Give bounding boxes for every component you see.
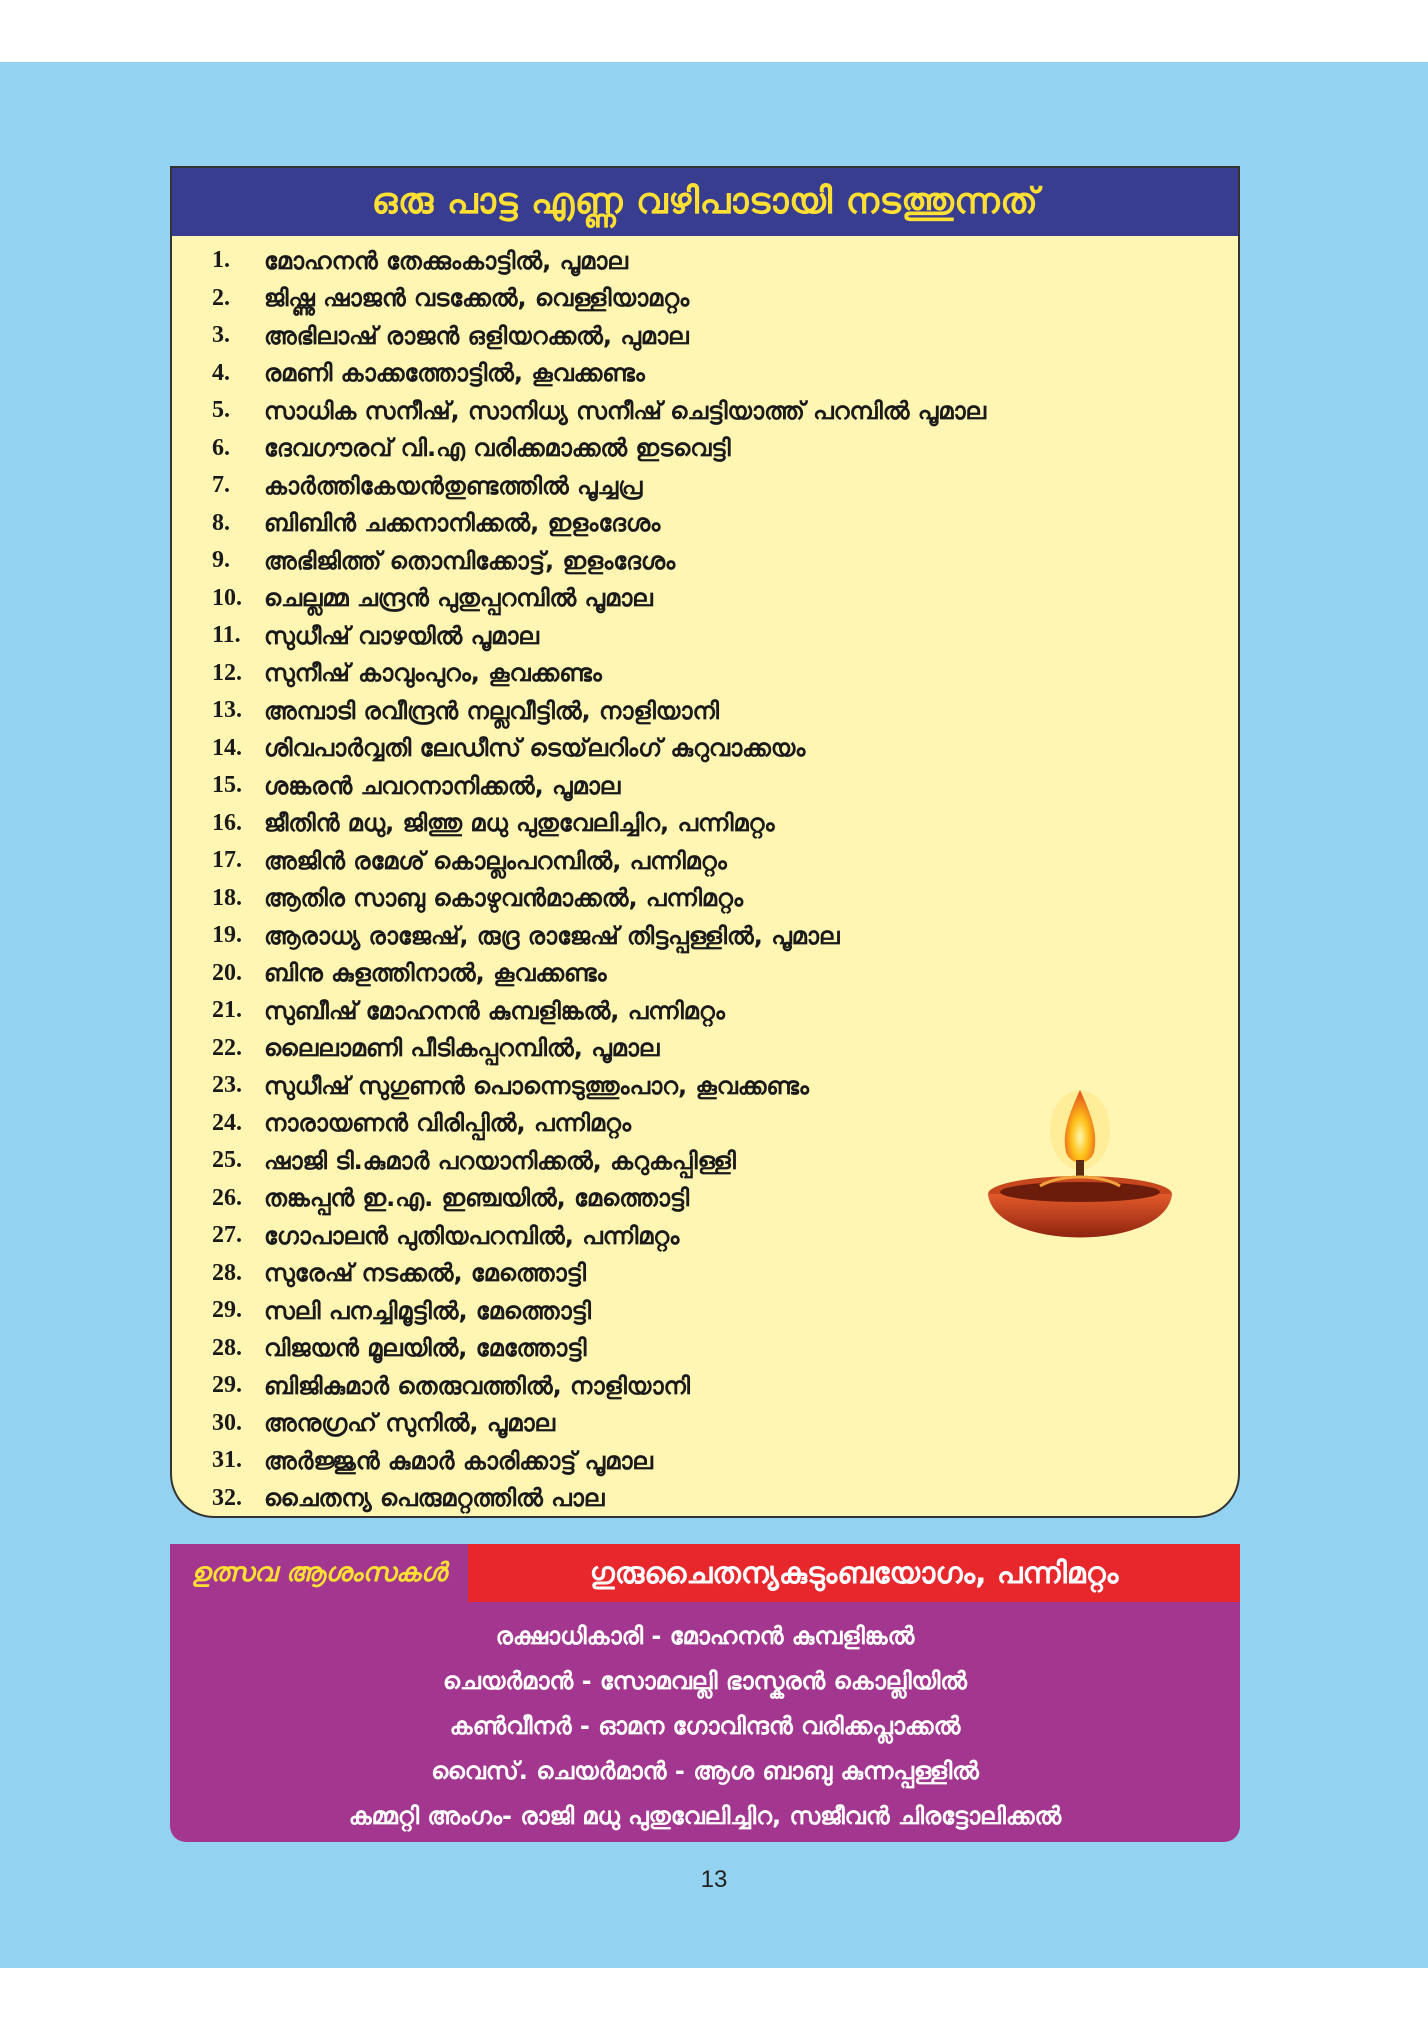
list-item-number: 28. bbox=[212, 1259, 242, 1286]
list-item-text: ബിബിൻ ചക്കനാനിക്കൽ, ഇളംദേശം bbox=[264, 509, 661, 538]
list-item bbox=[212, 617, 1238, 655]
list-item-text: കാർത്തികേയൻതുണ്ടത്തിൽ പൂച്ചപ്ര bbox=[264, 471, 643, 500]
list-item-text: ആരാധ്യ രാജേഷ്, രുദ്ര രാജേഷ് തിട്ടപ്പള്ളിൽ, പൂമാല bbox=[264, 921, 840, 950]
list-item-text: അഭിജിത്ത് തൊമ്പിക്കോട്ട്, ഇളംദേശം bbox=[264, 546, 676, 575]
list-item-text: അഭിലാഷ് രാജൻ ഒളിയറക്കൽ, പുമാല bbox=[264, 321, 689, 350]
list-item-text: സുധീഷ് സുഗുണൻ പൊന്നെടുത്തുംപാറ, കൂവക്കണ്ടം bbox=[264, 1071, 809, 1100]
list-item-text: തങ്കപ്പൻ ഇ.എ. ഇഞ്ചയിൽ, മേത്തൊട്ടി bbox=[264, 1184, 690, 1213]
list-item bbox=[212, 1030, 1238, 1068]
committee-member-row: രക്ഷാധികാരി - മോഹനൻ കുമ്പളിങ്കൽ bbox=[495, 1622, 915, 1650]
list-item-number: 18. bbox=[212, 884, 242, 911]
list-item bbox=[212, 542, 1238, 580]
list-item-text: ആതിര സാബു കൊഴുവൻമാക്കൽ, പന്നിമറ്റം bbox=[264, 884, 744, 913]
list-item bbox=[212, 1480, 1238, 1518]
list-item bbox=[212, 242, 1238, 280]
list-item bbox=[212, 880, 1238, 918]
list-item bbox=[212, 692, 1238, 730]
oil-lamp-icon bbox=[980, 1082, 1180, 1282]
list-item-number: 6. bbox=[212, 434, 230, 461]
list-item-text: ശിവപാർവ്വതി ലേഡീസ് ടെയ്‌ലറിംഗ് കുറുവാക്കയം bbox=[264, 734, 806, 763]
list-item-text: സാധിക സനീഷ്, സാനിധ്യ സനീഷ് ചെട്ടിയാത്ത് പറമ്പിൽ പൂമാല bbox=[264, 396, 987, 425]
list-item bbox=[212, 1367, 1238, 1405]
list-item-text: ചൈതന്യ പെരുമറ്റത്തിൽ പാല bbox=[264, 1484, 605, 1513]
list-item-number: 24. bbox=[212, 1109, 242, 1136]
list-item-number: 9. bbox=[212, 547, 230, 574]
list-item-number: 15. bbox=[212, 772, 242, 799]
list-item-number: 5. bbox=[212, 397, 230, 424]
offering-list-panel bbox=[170, 166, 1240, 1518]
list-item-text: ചെല്ലമ്മ ചന്ദ്രൻ പുതുപ്പറമ്പിൽ പൂമാല bbox=[264, 584, 653, 613]
list-item bbox=[212, 805, 1238, 843]
page-number: 13 bbox=[700, 1866, 728, 1893]
list-item bbox=[212, 955, 1238, 993]
list-item bbox=[212, 505, 1238, 543]
list-item-number: 13. bbox=[212, 697, 242, 724]
family-committee-panel bbox=[170, 1544, 1240, 1842]
list-item-text: ലൈലാമണി പീടികപ്പറമ്പിൽ, പൂമാല bbox=[264, 1034, 660, 1063]
list-item-number: 32. bbox=[212, 1484, 242, 1511]
list-item-number: 21. bbox=[212, 997, 242, 1024]
list-item bbox=[212, 730, 1238, 768]
committee-member-row: കമ്മറ്റി അംഗം- രാജി മധു പുതുവേലിച്ചിറ, സജീവൻ ചിരട്ടോലിക്കൽ bbox=[348, 1802, 1062, 1830]
list-item-number: 29. bbox=[212, 1297, 242, 1324]
list-item-text: ശങ്കരൻ ചവറനാനിക്കൽ, പൂമാല bbox=[264, 771, 621, 800]
list-item-number: 20. bbox=[212, 959, 242, 986]
list-item bbox=[212, 467, 1238, 505]
list-item-number: 25. bbox=[212, 1147, 242, 1174]
list-item-text: അർജ്ജുൻ കുമാർ കാരിക്കാട്ട് പൂമാല bbox=[264, 1446, 653, 1475]
list-item-text: സുരേഷ് നടക്കൽ, മേത്തൊട്ടി bbox=[264, 1259, 586, 1288]
list-item-text: ഗോപാലൻ പുതിയപറമ്പിൽ, പന്നിമറ്റം bbox=[264, 1221, 680, 1250]
list-item-text: ബിജികുമാർ തെരുവത്തിൽ, നാളിയാനി bbox=[264, 1371, 691, 1400]
list-item bbox=[212, 655, 1238, 693]
list-item-text: രമണി കാക്കത്തോട്ടിൽ, കൂവക്കണ്ടം bbox=[264, 359, 645, 388]
list-item-number: 28. bbox=[212, 1334, 242, 1361]
list-item-text: സുനീഷ് കാവുംപുറം, കൂവക്കണ്ടം bbox=[264, 659, 602, 688]
list-item-number: 1. bbox=[212, 247, 230, 274]
list-item bbox=[212, 767, 1238, 805]
list-item-number: 22. bbox=[212, 1034, 242, 1061]
list-item-text: നാരായണൻ വിരിപ്പിൽ, പന്നിമറ്റം bbox=[264, 1109, 632, 1138]
list-item-text: ജിഷ്ണു ഷാജൻ വടക്കേൽ, വെള്ളിയാമറ്റം bbox=[264, 284, 690, 313]
list-item-text: ഷാജി ടി.കുമാർ പറയാനിക്കൽ, കറുകപ്പിള്ളി bbox=[264, 1146, 736, 1175]
list-item bbox=[212, 317, 1238, 355]
list-item bbox=[212, 580, 1238, 618]
list-item-number: 11. bbox=[212, 622, 241, 649]
list-item-number: 3. bbox=[212, 322, 230, 349]
list-item-text: അജിൻ രമേശ് കൊല്ലംപറമ്പിൽ, പന്നിമറ്റം bbox=[264, 846, 727, 875]
organization-name: ഗുരുചൈതന്യകുടുംബയോഗം, പന്നിമറ്റം bbox=[468, 1544, 1240, 1602]
list-item bbox=[212, 430, 1238, 468]
list-item-number: 7. bbox=[212, 472, 230, 499]
list-item bbox=[212, 392, 1238, 430]
list-item-number: 29. bbox=[212, 1372, 242, 1399]
list-item bbox=[212, 1330, 1238, 1368]
list-item-number: 8. bbox=[212, 509, 230, 536]
list-item bbox=[212, 842, 1238, 880]
committee-member-row: ചെയർമാൻ - സോമവല്ലി ഭാസ്കരൻ കൊല്ലിയിൽ bbox=[442, 1667, 968, 1695]
list-item-text: സുധീഷ് വാഴയിൽ പൂമാല bbox=[264, 621, 539, 650]
list-item-number: 2. bbox=[212, 284, 230, 311]
list-item-number: 14. bbox=[212, 734, 242, 761]
committee-member-row: വൈസ്. ചെയർമാൻ - ആശ ബാബു കുന്നപ്പള്ളിൽ bbox=[431, 1757, 979, 1785]
list-item-text: മോഹനൻ തേക്കുംകാട്ടിൽ, പൂമാല bbox=[264, 246, 628, 275]
list-item-number: 27. bbox=[212, 1222, 242, 1249]
list-item-text: സുബീഷ് മോഹനൻ കുമ്പളിങ്കൽ, പന്നിമറ്റം bbox=[264, 996, 725, 1025]
list-item-number: 12. bbox=[212, 659, 242, 686]
list-item-number: 23. bbox=[212, 1072, 242, 1099]
list-item-number: 4. bbox=[212, 359, 230, 386]
list-item-number: 26. bbox=[212, 1184, 242, 1211]
list-item bbox=[212, 280, 1238, 318]
list-item-number: 19. bbox=[212, 922, 242, 949]
festival-greeting: ഉത്സവ ആശംസകൾ bbox=[191, 1557, 447, 1588]
list-item-text: സലി പനച്ചിമൂട്ടിൽ, മേത്തൊട്ടി bbox=[264, 1296, 591, 1325]
list-item-number: 10. bbox=[212, 584, 242, 611]
list-item-text: ജീതിൻ മധു, ജിത്തു മധു പുതുവേലിച്ചിറ, പന്നിമറ്റം bbox=[264, 809, 775, 838]
list-item-text: ദേവഗൗരവ് വി.എ വരിക്കമാക്കൽ ഇടവെട്ടി bbox=[264, 434, 731, 463]
offering-list bbox=[172, 236, 1238, 1517]
list-item-text: അമ്പാടി രവീന്ദ്രൻ നല്ലവീട്ടിൽ, നാളിയാനി bbox=[264, 696, 719, 725]
list-item-number: 31. bbox=[212, 1447, 242, 1474]
footer-heading-row bbox=[170, 1544, 1240, 1602]
committee-member-row: കൺവീനർ - ഓമന ഗോവിന്ദൻ വരിക്കപ്ലാക്കൽ bbox=[449, 1712, 961, 1740]
offering-list-title: ഒരു പാട്ട എണ്ണ വഴിപാടായി നടത്തുന്നത് bbox=[172, 168, 1238, 236]
list-item bbox=[212, 355, 1238, 393]
list-item-text: വിജയൻ മൂലയിൽ, മേത്തോട്ടി bbox=[264, 1334, 587, 1363]
committee-members bbox=[170, 1602, 1240, 1839]
list-item bbox=[212, 1442, 1238, 1480]
list-item-text: അനുഗ്രഹ് സുനിൽ, പൂമാല bbox=[264, 1409, 556, 1438]
list-item bbox=[212, 992, 1238, 1030]
list-item-number: 30. bbox=[212, 1409, 242, 1436]
list-item-number: 16. bbox=[212, 809, 242, 836]
list-item bbox=[212, 1405, 1238, 1443]
list-item-text: ബിനു കുളത്തിനാൽ, കൂവക്കണ്ടം bbox=[264, 959, 607, 988]
list-item bbox=[212, 917, 1238, 955]
list-item-number: 17. bbox=[212, 847, 242, 874]
list-item bbox=[212, 1292, 1238, 1330]
